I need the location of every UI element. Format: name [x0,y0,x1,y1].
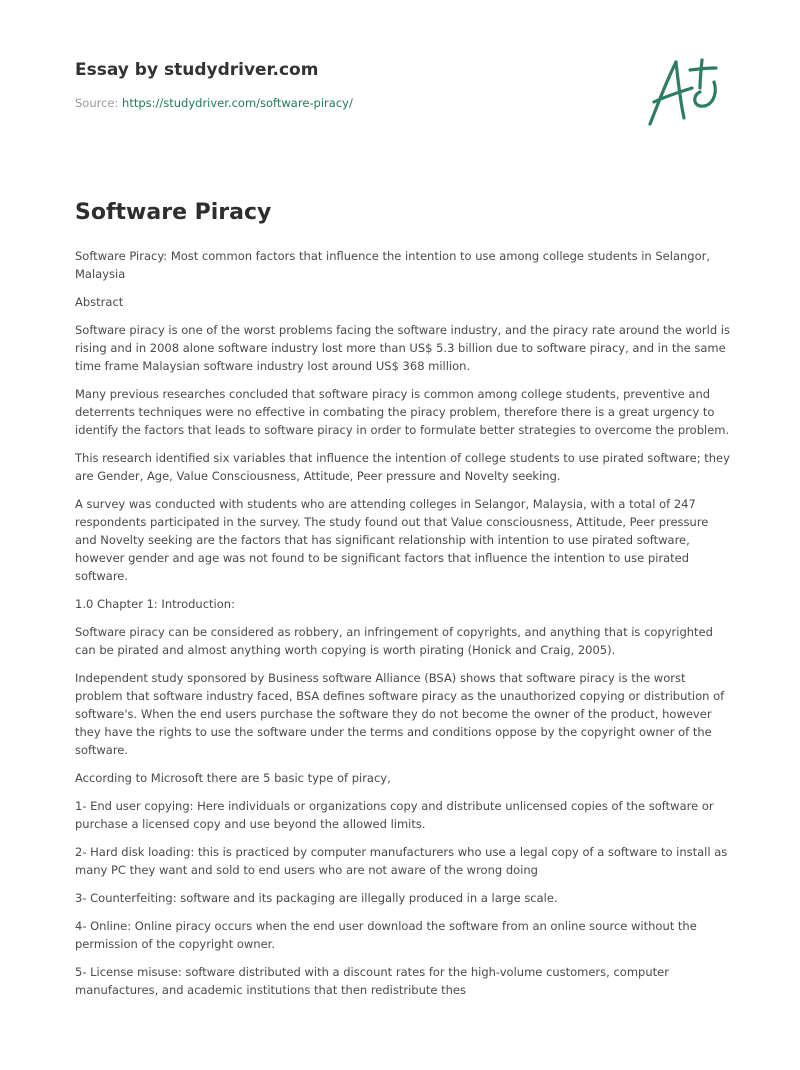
paragraph: 1- End user copying: Here individuals or organizations copy and distribute unlicensed copies of the software or purchase a licensed copy and use beyond the allowed limits. [75,799,714,831]
paragraph: According to Microsoft there are 5 basic type of piracy, [75,771,391,785]
paragraph: This research identified six variables that influence the intention of college students to use pirated software; they are Gender, Age, Value Consciousness, Attitude, Peer pressure and Novelty seeking. [75,451,730,483]
paragraph: Independent study sponsored by Business software Alliance (BSA) shows that software piracy is the worst problem that software industry faced, BSA defines software piracy as the unauthorized copying or distribution of software's. When the end users purchase the software they do not become the owner of the product, however they have the rights to use the software under the terms and conditions oppose by the copyright owner of the software. [75,671,725,757]
source-line [75,96,353,110]
paragraph: Software piracy is one of the worst problems facing the software industry, and the piracy rate around the world is rising and in 2008 alone software industry lost more than US$ 5.3 billion due to software piracy, and in the same time frame Malaysian software industry lost around US$ 368 million. [75,323,730,373]
a-plus-logo-icon [640,52,730,132]
paragraph: Software piracy can be considered as robbery, an infringement of copyrights, and anything that is copyrighted can be pirated and almost anything worth copying is worth pirating (Honick and Craig, 2005). [75,625,713,657]
document-header [75,60,353,110]
paragraph: 1.0 Chapter 1: Introduction: [75,597,235,611]
paragraph: Software Piracy: Most common factors that influence the intention to use among college students in Selangor, Malaysia [75,249,710,281]
paragraph: 3- Counterfeiting: software and its packaging are illegally produced in a large scale. [75,891,558,905]
paragraph: Abstract [75,295,124,309]
document-title: Software Piracy [75,200,272,225]
paragraph: 5- License misuse: software distributed with a discount rates for the high-volume customers, computer manufactures, and academic institutions that then redistribute thes [75,965,669,997]
paragraph: Many previous researches concluded that software piracy is common among college students, preventive and deterrents techniques were no effective in combating the piracy problem, therefore there is a great urgency to identify the factors that leads to software piracy in order to formulate better strategies to overcome the problem. [75,387,730,437]
document-body [75,247,730,1009]
paragraph: A survey was conducted with students who are attending colleges in Selangor, Malaysia, with a total of 247 respondents participated in the survey. The study found out that Value consciousness, Attitude, Peer pressure and Novelty seeking are the factors that has significant relationship with intention to use pirated software, however gender and age was not found to be significant factors that influence the intention to use pirated software. [75,497,709,583]
brand-title: Essay by studydriver.com [75,60,319,80]
source-link[interactable]: https://studydriver.com/software-piracy/ [122,96,353,110]
paragraph: 2- Hard disk loading: this is practiced by computer manufacturers who use a legal copy of a software to install as many PC they want and sold to end users who are not aware of the wrong doing [75,845,728,877]
source-label: Source: [75,96,123,110]
paragraph: 4- Online: Online piracy occurs when the end user download the software from an online source without the permission of the copyright owner. [75,919,697,951]
